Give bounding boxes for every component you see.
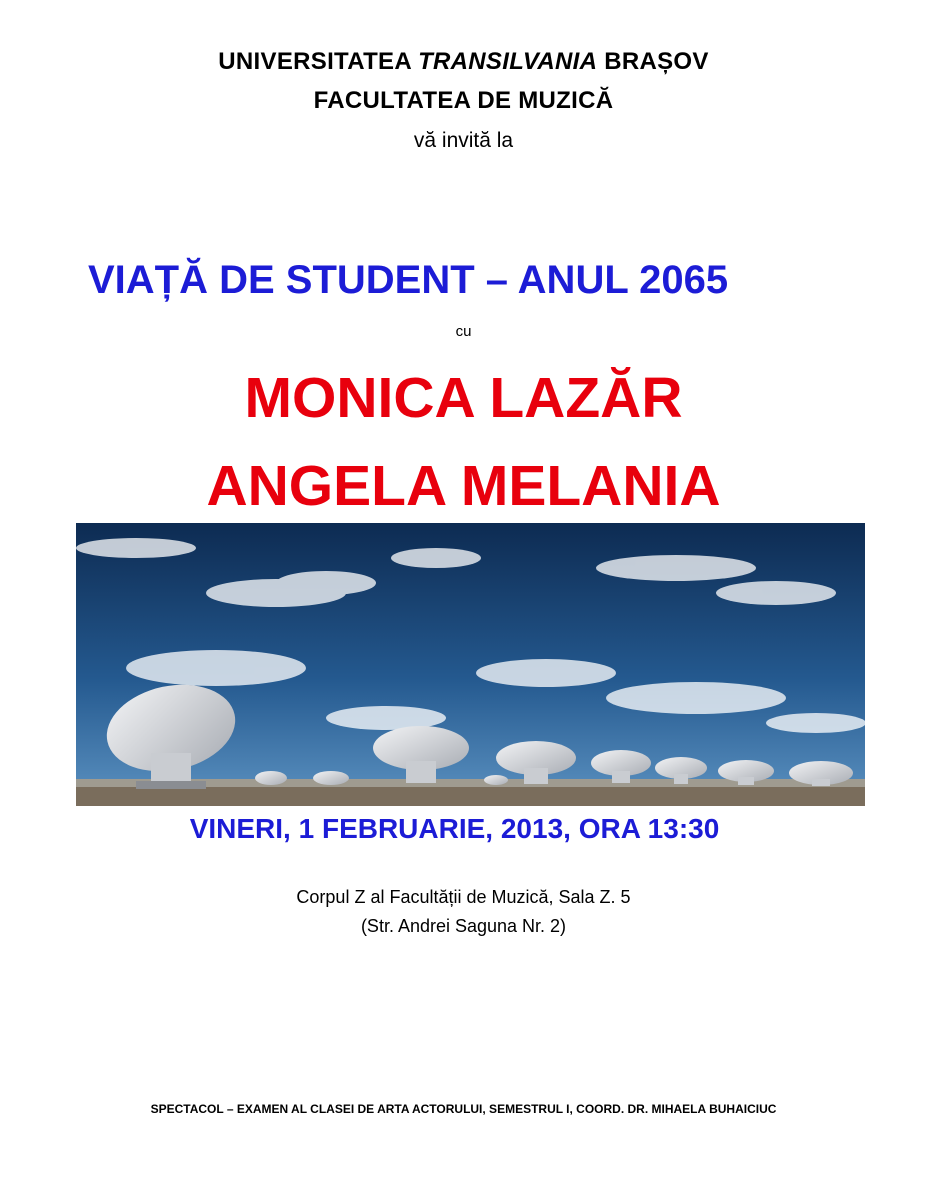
venue-text: Corpul Z al Facultății de Muzică, Sala Z. 5 — [296, 887, 631, 907]
event-title: VIAȚĂ DE STUDENT – ANUL 2065 — [88, 258, 729, 302]
with-label: cu — [455, 323, 472, 340]
university-city: BRAȘOV — [604, 48, 709, 75]
radio-telescope-photo — [76, 523, 865, 806]
university-prefix: UNIVERSITATEA — [218, 48, 412, 75]
performer-name: ANGELA MELANIA — [206, 454, 721, 518]
faculty-name: FACULTATEA DE MUZICĂ — [313, 87, 614, 114]
university-name-italic: TRANSILVANIA — [418, 48, 598, 75]
footer-note: SPECTACOL – EXAMEN AL CLASEI DE ARTA ACTORULUI, SEMESTRUL I, COORD. DR. MIHAELA BUHAICIUC — [150, 1102, 777, 1116]
event-datetime: VINERI, 1 FEBRUARIE, 2013, ORA 13:30 — [189, 813, 720, 844]
university-name — [0, 48, 927, 76]
performer-name: MONICA LAZĂR — [244, 366, 683, 430]
address-text: (Str. Andrei Saguna Nr. 2) — [360, 916, 567, 936]
invitation-text: vă invită la — [413, 129, 514, 152]
